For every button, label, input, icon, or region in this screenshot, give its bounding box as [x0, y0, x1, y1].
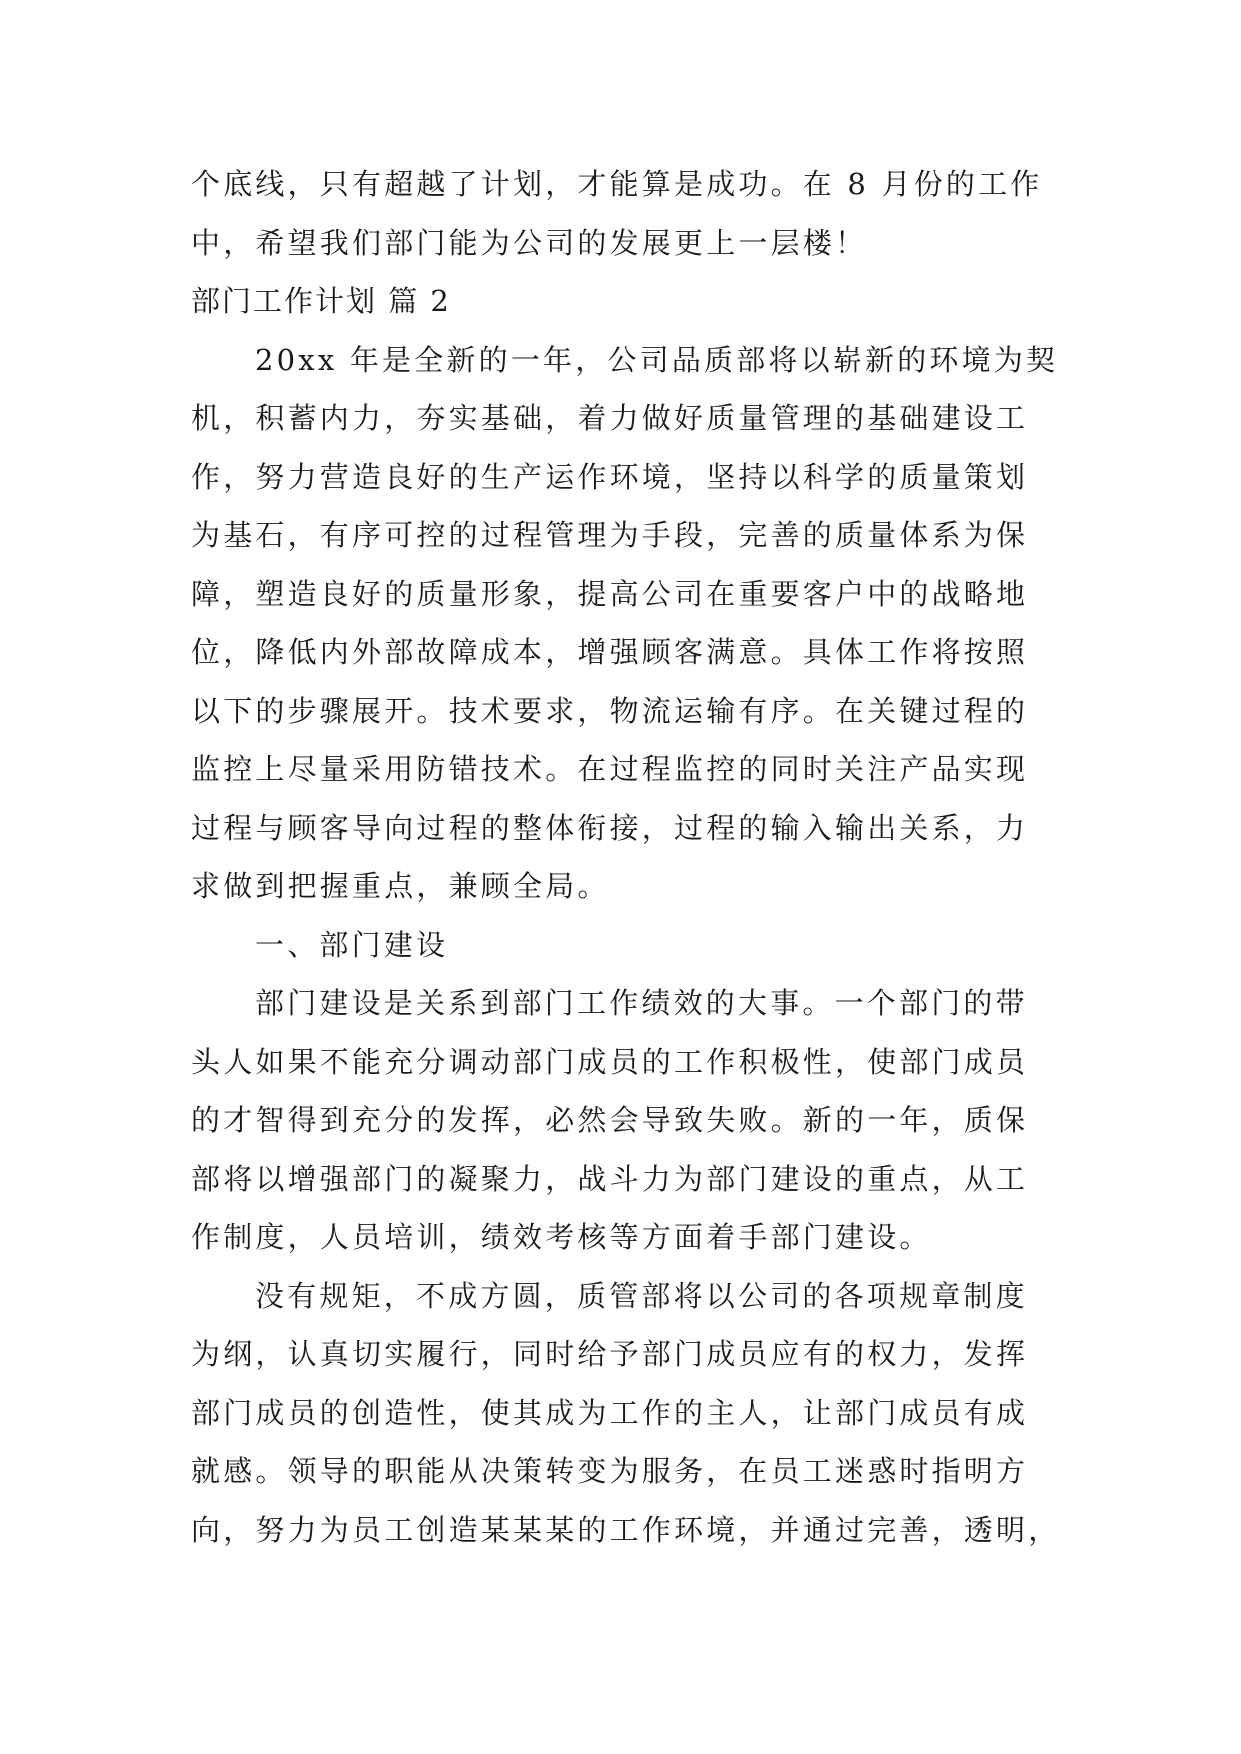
text-line: 部将以增强部门的凝聚力，战斗力为部门建设的重点，从工 — [191, 1161, 1029, 1196]
text-line: 作，努力营造良好的生产运作环境，坚持以科学的质量策划 — [191, 459, 1029, 494]
text-line: 部门建设是关系到部门工作绩效的大事。一个部门的带 — [255, 986, 1028, 1020]
text-line: 中，希望我们部门能为公司的发展更上一层楼！ — [191, 225, 868, 260]
text-line: 个底线，只有超越了计划，才能算是成功。在 8 月份的工作 — [191, 167, 1043, 201]
text-line: 求做到把握重点，兼顾全局。 — [191, 869, 610, 903]
text-line: 没有规矩，不成方圆，质管部将以公司的各项规章制度 — [255, 1278, 1028, 1313]
section-title: 部门工作计划 篇 2 — [191, 284, 451, 318]
text-line: 障，塑造良好的质量形象，提高公司在重要客户中的战略地 — [191, 576, 1029, 611]
subsection-heading: 一、部门建设 — [255, 927, 449, 962]
text-line: 以下的步骤展开。技术要求，物流运输有序。在关键过程的 — [191, 693, 1029, 728]
text-line: 作制度，人员培训，绩效考核等方面着手部门建设。 — [191, 1220, 932, 1254]
text-line: 为基石，有序可控的过程管理为手段，完善的质量体系为保 — [191, 518, 1029, 552]
text-line: 监控上尽量采用防错技术。在过程监控的同时关注产品实现 — [191, 752, 1029, 786]
text-line: 20xx 年是全新的一年，公司品质部将以崭新的环境为契 — [255, 342, 1059, 377]
text-line: 过程与顾客导向过程的整体衔接，过程的输入输出关系，力 — [191, 810, 1029, 845]
text-line: 位，降低内外部故障成本，增强顾客满意。具体工作将按照 — [191, 635, 1029, 669]
text-line: 部门成员的创造性，使其成为工作的主人，让部门成员有成 — [191, 1395, 1029, 1430]
text-line: 向，努力为员工创造某某某的工作环境，并通过完善，透明， — [191, 1512, 1061, 1547]
text-line: 机，积蓄内力，夯实基础，着力做好质量管理的基础建设工 — [191, 401, 1029, 435]
text-line: 头人如果不能充分调动部门成员的工作积极性，使部门成员 — [191, 1044, 1029, 1079]
text-line: 为纲，认真切实履行，同时给予部门成员应有的权力，发挥 — [191, 1337, 1029, 1371]
text-line: 的才智得到充分的发挥，必然会导致失败。新的一年，质保 — [191, 1103, 1029, 1137]
text-line: 就感。领导的职能从决策转变为服务，在员工迷惑时指明方 — [191, 1454, 1029, 1488]
document-body — [191, 155, 1061, 1559]
